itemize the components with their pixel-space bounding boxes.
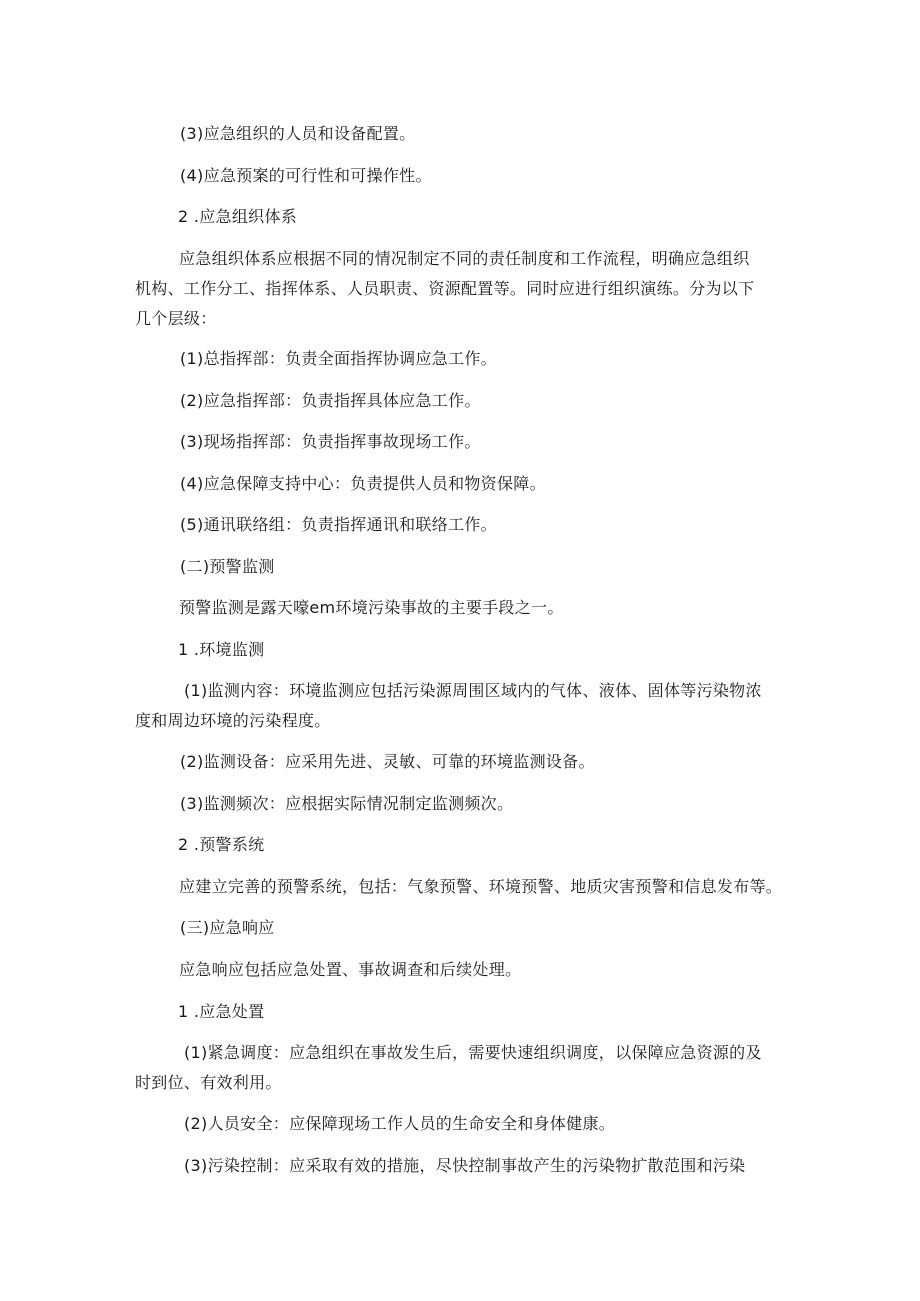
paragraph-line: 应建立完善的预警系统，包括：气象预警、环境预警、地质灾害预警和信息发布等。 bbox=[179, 877, 783, 896]
section-heading-warning-monitoring: (二)预警监测 bbox=[180, 557, 275, 576]
list-item-communication-group: (5)通讯联络组：负责指挥通讯和联络工作。 bbox=[180, 515, 497, 534]
list-item-monitoring-equipment: (2)监测设备：应采用先进、灵敏、可靠的环境监测设备。 bbox=[180, 752, 595, 771]
section-heading-emergency-response: (三)应急响应 bbox=[180, 918, 275, 937]
paragraph-line: 应急组织体系应根据不同的情况制定不同的责任制度和工作流程，明确应急组织 bbox=[179, 249, 750, 268]
section-heading-emergency-handling: 1 .应急处置 bbox=[178, 1002, 265, 1021]
list-item-pollution-control: (3)污染控制：应采取有效的措施，尽快控制事故产生的污染物扩散范围和污染 bbox=[184, 1156, 746, 1175]
paragraph-line: 应急响应包括应急处置、事故调查和后续处理。 bbox=[179, 960, 522, 979]
paragraph-line: 预警监测是露天嚎em环境污染事故的主要手段之一。 bbox=[179, 598, 564, 617]
list-item-support-center: (4)应急保障支持中心：负责提供人员和物资保障。 bbox=[180, 474, 546, 493]
list-item-personnel-safety: (2)人员安全：应保障现场工作人员的生命安全和身体健康。 bbox=[184, 1114, 616, 1133]
paragraph-line: 几个层级： bbox=[135, 309, 217, 328]
list-item-monitoring-content: (1)监测内容：环境监测应包括污染源周围区域内的气体、液体、固体等污染物浓 bbox=[184, 681, 762, 700]
paragraph-line: 时到位、有效利用。 bbox=[135, 1073, 282, 1092]
list-item-site-command: (3)现场指挥部：负责指挥事故现场工作。 bbox=[180, 432, 481, 451]
list-item-monitoring-frequency: (3)监测频次：应根据实际情况制定监测频次。 bbox=[180, 794, 514, 813]
list-item-3-personnel-equipment: (3)应急组织的人员和设备配置。 bbox=[180, 124, 416, 143]
paragraph-line: 机构、工作分工、指挥体系、人员职责、资源配置等。同时应进行组织演练。分为以下 bbox=[135, 279, 755, 298]
list-item-4-plan-feasibility: (4)应急预案的可行性和可操作性。 bbox=[180, 166, 432, 185]
paragraph-line: 度和周边环境的污染程度。 bbox=[135, 711, 331, 730]
list-item-emergency-command: (2)应急指挥部：负责指挥具体应急工作。 bbox=[180, 391, 481, 410]
section-heading-warning-system: 2 .预警系统 bbox=[178, 835, 265, 854]
section-heading-organization-system: 2 .应急组织体系 bbox=[178, 207, 298, 226]
list-item-emergency-dispatch: (1)紧急调度：应急组织在事故发生后，需要快速组织调度，以保障应急资源的及 bbox=[184, 1043, 762, 1062]
list-item-general-command: (1)总指挥部：负责全面指挥协调应急工作。 bbox=[180, 349, 497, 368]
section-heading-environment-monitoring: 1 .环境监测 bbox=[178, 640, 265, 659]
